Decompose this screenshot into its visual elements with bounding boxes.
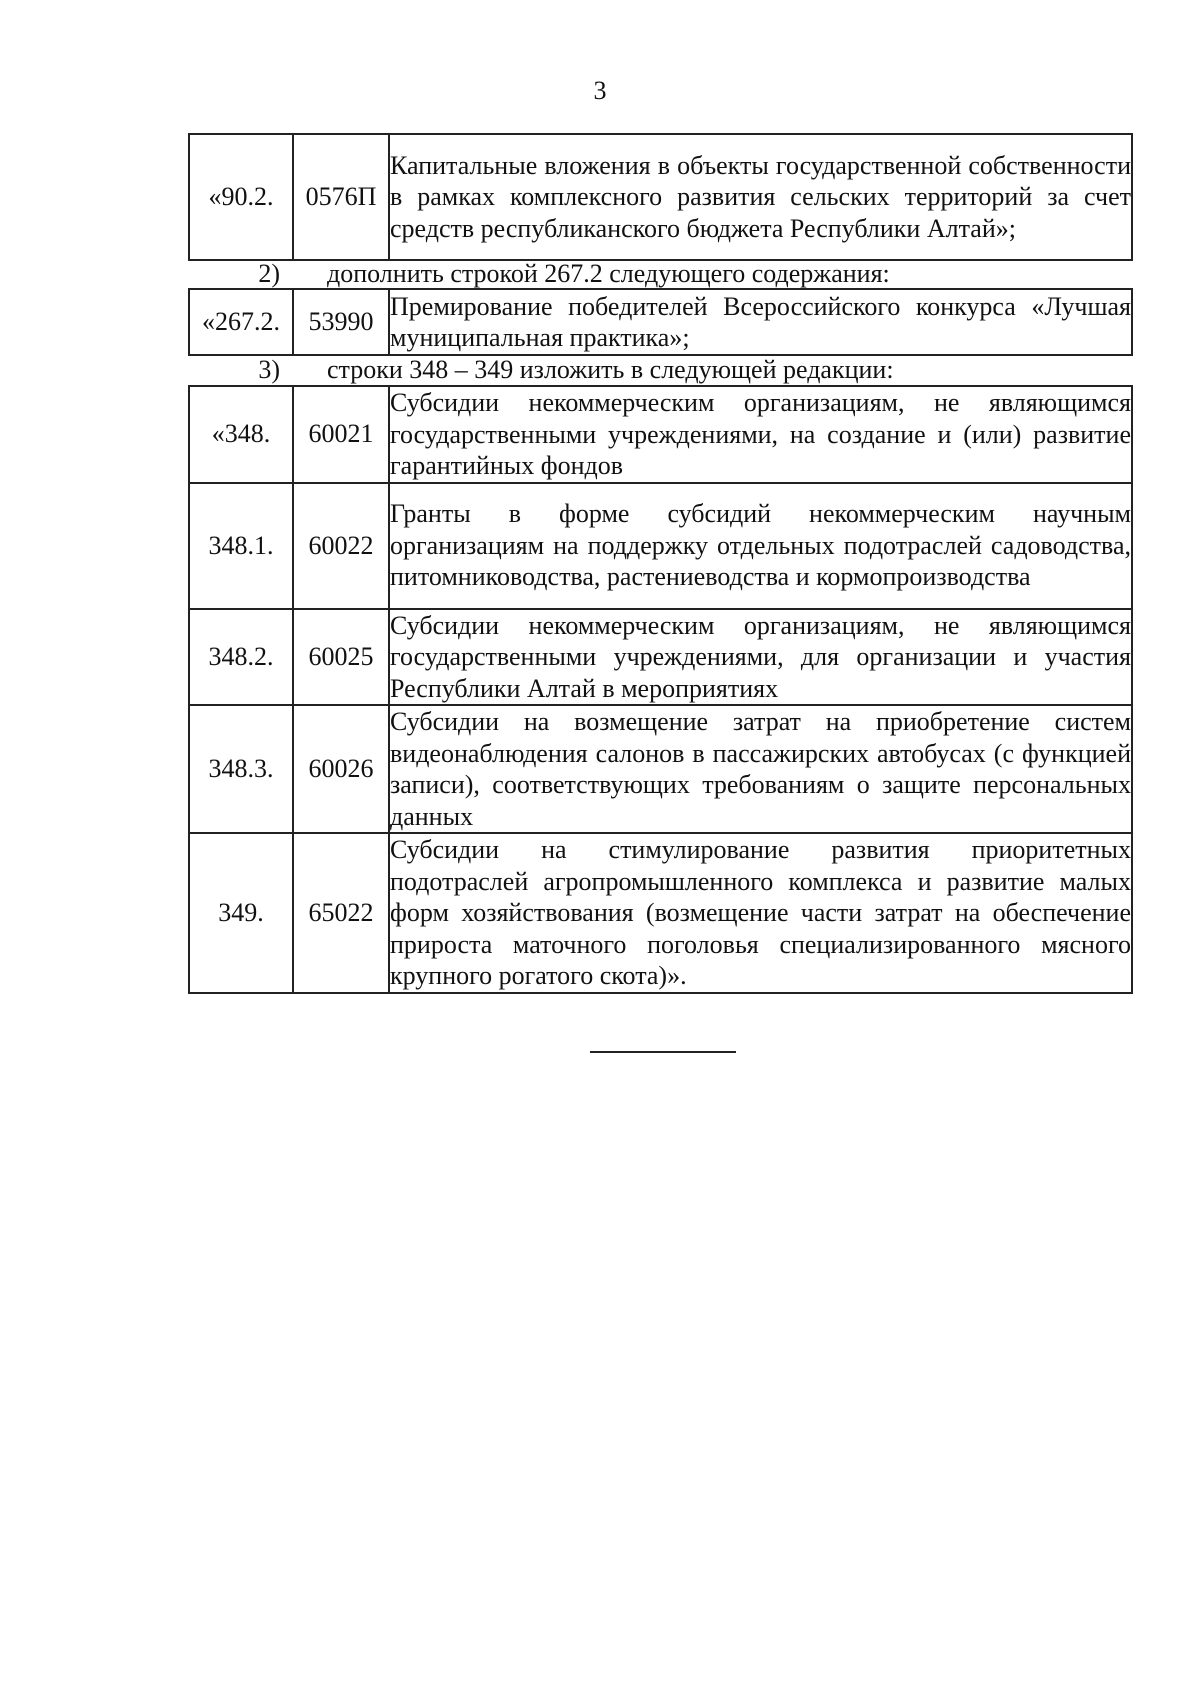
instruction-text: строки 348 – 349 изложить в следующей редакции:: [327, 355, 894, 384]
table-row: [189, 483, 1132, 609]
instruction-2: [188, 259, 1133, 289]
instruction-number: 3): [258, 355, 280, 384]
row-number: «90.2.: [189, 134, 293, 260]
table-90-2: [188, 133, 1133, 261]
row-code: 0576П: [293, 134, 389, 260]
row-number: 348.1.: [189, 483, 293, 609]
instruction-text: дополнить строкой 267.2 следующего содержания:: [327, 259, 890, 288]
table-348-349: [188, 385, 1133, 994]
row-code: 53990: [293, 289, 389, 355]
closing-rule: [590, 1051, 736, 1053]
row-code: 60022: [293, 483, 389, 609]
row-number: «348.: [189, 386, 293, 483]
row-number: 348.2.: [189, 609, 293, 706]
table-row: [189, 609, 1132, 706]
table-row: [189, 289, 1132, 355]
row-code: 60021: [293, 386, 389, 483]
row-code: 60025: [293, 609, 389, 706]
row-number: 348.3.: [189, 705, 293, 833]
row-description: Субсидии некоммерческим организациям, не являющимся государственными учреждениями, для организации и участия Республики Алтай в мероприятиях: [389, 609, 1132, 706]
row-description: Капитальные вложения в объекты государственной собственности в рамках комплексного развития сельских территорий за счет средств республиканского бюджета Республики Алтай»;: [389, 134, 1132, 260]
table-row: [189, 134, 1132, 260]
table-row: [189, 833, 1132, 993]
table-267-2: [188, 288, 1133, 356]
instruction-number: 2): [258, 259, 280, 288]
instruction-3: [188, 355, 1133, 385]
row-number: «267.2.: [189, 289, 293, 355]
row-description: Субсидии на возмещение затрат на приобретение систем видеонаблюдения салонов в пассажирских автобусах (с функцией записи), соответствующих требованиям о защите персональных данных: [389, 705, 1132, 833]
row-description: Субсидии некоммерческим организациям, не являющимся государственными учреждениями, на создание и (или) развитие гарантийных фондов: [389, 386, 1132, 483]
table-row: [189, 386, 1132, 483]
row-description: Премирование победителей Всероссийского конкурса «Лучшая муниципальная практика»;: [389, 289, 1132, 355]
row-description: Субсидии на стимулирование развития приоритетных подотраслей агропромышленного комплекса и развитие малых форм хозяйствования (возмещение части затрат на обеспечение прироста маточного поголовья специализированного мясного крупного рогатого скота)».: [389, 833, 1132, 993]
table-row: [189, 705, 1132, 833]
row-description: Гранты в форме субсидий некоммерческим научным организациям на поддержку отдельных подотраслей садоводства, питомниководства, растениеводства и кормопроизводства: [389, 483, 1132, 609]
row-code: 60026: [293, 705, 389, 833]
row-number: 349.: [189, 833, 293, 993]
page-number: 3: [593, 76, 607, 105]
row-code: 65022: [293, 833, 389, 993]
